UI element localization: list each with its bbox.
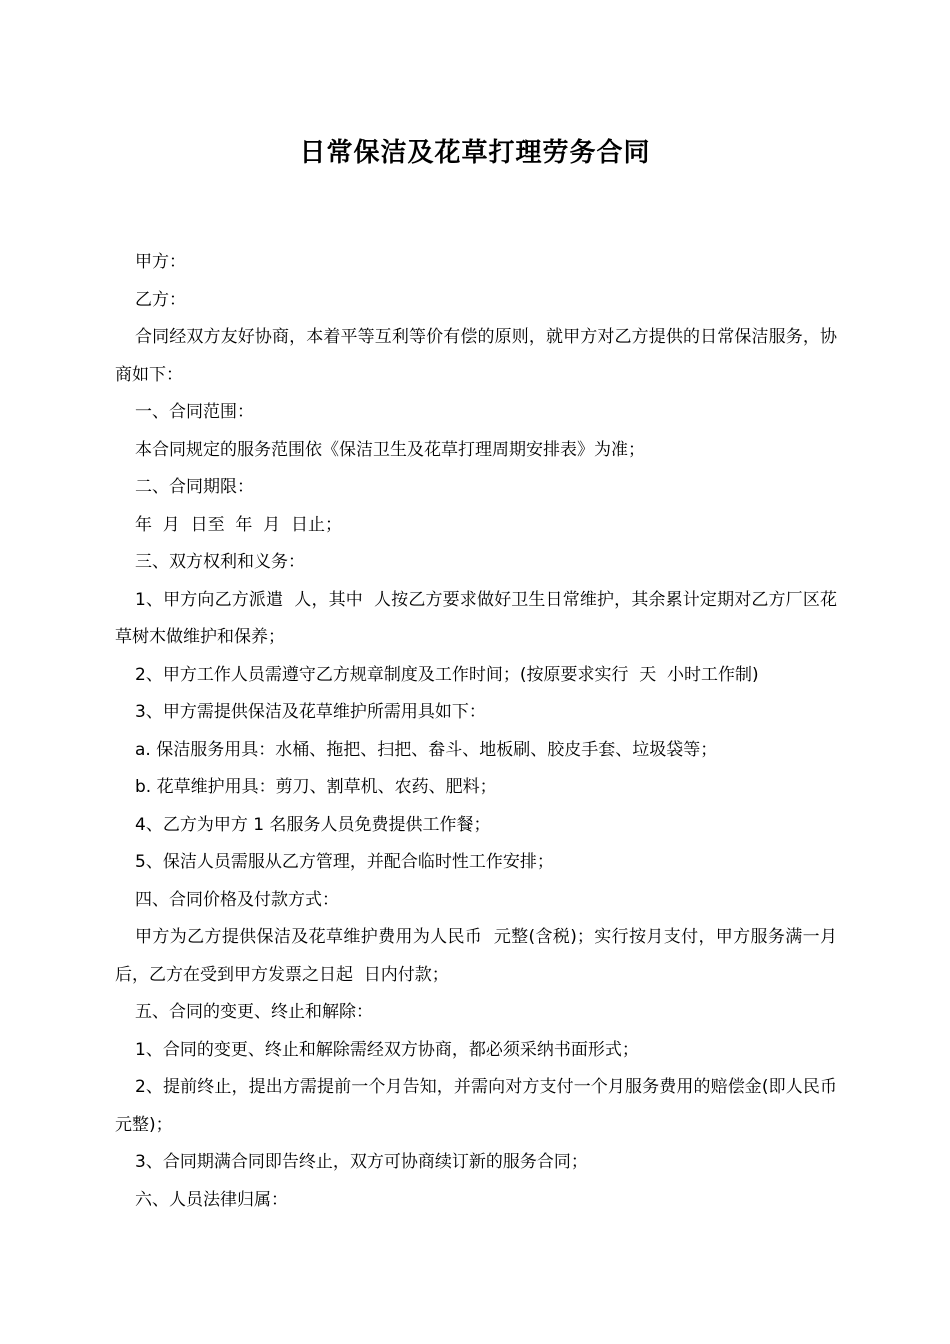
- preamble-paragraph: 合同经双方友好协商，本着平等互利等价有偿的原则，就甲方对乙方提供的日常保洁服务，协商如下：: [115, 327, 837, 385]
- section-2-heading: 二、合同期限：: [135, 477, 254, 497]
- document-body: [115, 244, 848, 1219]
- section-4-text: 甲方为乙方提供保洁及花草维护费用为人民币 元整(含税)；实行按月支付，甲方服务满一月后，乙方在受到甲方发票之日起 日内付款；: [115, 927, 837, 985]
- document-title: 日常保洁及花草打理劳务合同: [299, 138, 651, 168]
- section-3-item-2: 2、甲方工作人员需遵守乙方规章制度及工作时间；(按原要求实行 天 小时工作制): [135, 664, 759, 685]
- section-3-item-5: 5、保洁人员需服从乙方管理，并配合临时性工作安排；: [135, 852, 554, 872]
- section-3-item-1: 1、甲方向乙方派遣 人，其中 人按乙方要求做好卫生日常维护，其余累计定期对乙方厂区花草树木做维护和保养；: [115, 589, 837, 647]
- section-6-heading: 六、人员法律归属：: [135, 1189, 288, 1210]
- party-b-line: 乙方：: [135, 289, 186, 310]
- section-1-text: 本合同规定的服务范围依《保洁卫生及花草打理周期安排表》为准；: [135, 439, 645, 460]
- section-5-item-2: 2、提前终止，提出方需提前一个月告知，并需向对方支付一个月服务费用的赔偿金(即人民币 元整)；: [115, 1077, 848, 1135]
- section-5-heading: 五、合同的变更、终止和解除：: [135, 1002, 373, 1022]
- section-3-item-4: 4、乙方为甲方 1 名服务人员免费提供工作餐；: [135, 814, 491, 835]
- section-3-item-3b: b. 花草维护用具：剪刀、割草机、农药、肥料；: [135, 777, 497, 797]
- section-1-heading: 一、合同范围：: [135, 402, 254, 422]
- section-3-item-3a: a. 保洁服务用具：水桶、拖把、扫把、畚斗、地板刷、胶皮手套、垃圾袋等；: [135, 739, 718, 760]
- section-2-text: 年 月 日至 年 月 日止；: [135, 514, 343, 535]
- section-3-heading: 三、双方权利和义务：: [135, 552, 305, 572]
- section-5-item-1: 1、合同的变更、终止和解除需经双方协商，都必须采纳书面形式；: [135, 1039, 639, 1060]
- party-a-line: 甲方：: [135, 252, 186, 272]
- section-5-item-3: 3、合同期满合同即告终止，双方可协商续订新的服务合同；: [135, 1152, 588, 1172]
- section-3-item-3: 3、甲方需提供保洁及花草维护所需用具如下：: [135, 702, 486, 722]
- section-4-heading: 四、合同价格及付款方式：: [135, 889, 339, 910]
